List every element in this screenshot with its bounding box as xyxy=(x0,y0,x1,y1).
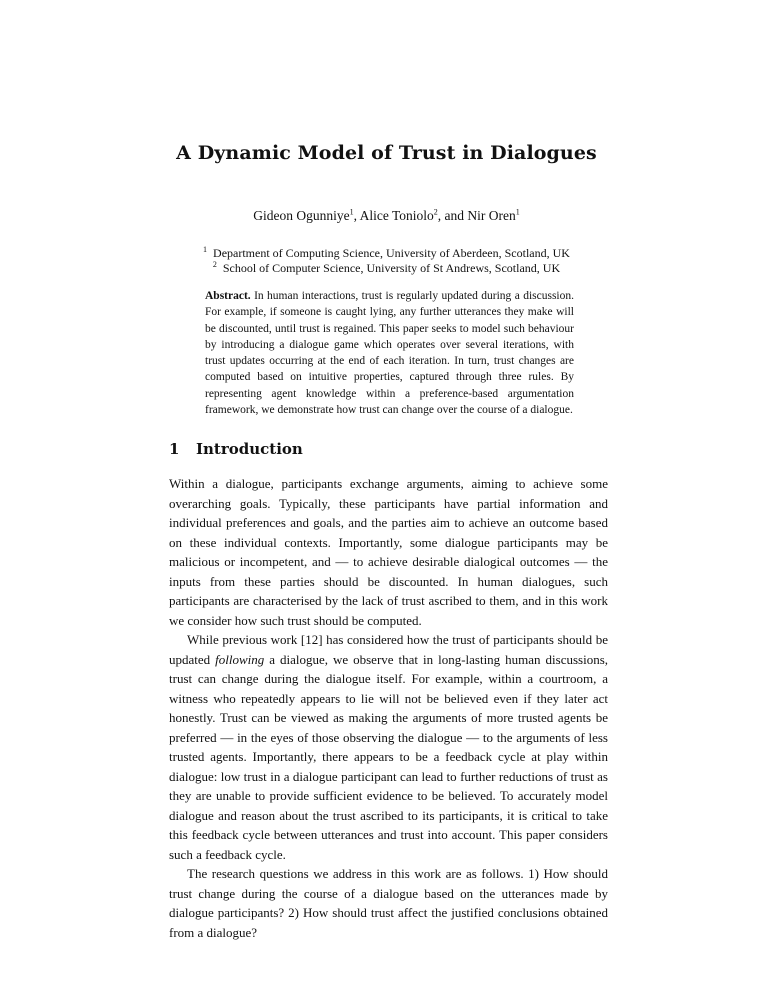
emphasis-text: following xyxy=(215,651,265,667)
section-title: Introduction xyxy=(196,440,303,458)
section-body xyxy=(169,474,608,942)
paragraph-text: While previous work [12] has considered how the trust of participants should be updated xyxy=(169,632,608,667)
author-name: Gideon Ogunniye xyxy=(253,208,350,223)
author-name: Alice Toniolo xyxy=(359,208,434,223)
author-separator: , xyxy=(353,208,360,223)
author-name: Nir Oren xyxy=(467,208,516,223)
paper-title: A Dynamic Model of Trust in Dialogues xyxy=(176,142,597,164)
paragraph: Within a dialogue, participants exchange arguments, aiming to achieve some overarching goals. Typically, these participants have partial information and individual preferences and goals, and the parties aim to achieve an outcome based on these individual contexts. Importantly, some dialogue participants may be malicious or incompetent, and — to achieve desirable dialogical outcomes — the inputs from these parties should be discounted. In human dialogues, such participants are characterised by the lack of trust ascribed to them, and in this work we consider how such trust should be computed. xyxy=(169,476,608,628)
author-separator: , and xyxy=(437,208,468,223)
affiliation-text: School of Computer Science, University of St Andrews, Scotland, UK xyxy=(222,261,561,275)
author-affiliation-mark: 1 xyxy=(515,207,520,217)
affiliation-mark: 2 xyxy=(212,260,217,269)
paragraph xyxy=(169,630,608,864)
paragraph-text: a dialogue, we observe that in long-lasting human discussions, trust can change during the dialogue itself. For example, within a courtroom, a witness who repeatedly appears to lie will not be believed even if they later act honestly. Trust can be viewed as making the arguments of more trusted agents be preferred — in the eyes of those observing the dialogue — to the arguments of less trusted agents. Importantly, there appears to be a feedback cycle at play within dialogue: low trust in a dialogue participant can lead to further reductions of trust as they are unable to provide sufficient evidence to be believed. To accurately model dialogue and reason about the trust ascribed to its participants, it is critical to take this feedback cycle between utterances and trust into account. This paper considers such a feedback cycle. xyxy=(169,651,608,862)
paragraph: The research questions we address in this work are as follows. 1) How should trust change during the course of a dialogue based on the utterances made by dialogue participants? 2) How should trust affect the justified conclusions obtained from a dialogue? xyxy=(169,866,608,940)
abstract-text: In human interactions, trust is regularly updated during a discussion. For example, if someone is caught lying, any further utterances they make will be discounted, until trust is regained. This paper seeks to model such behaviour by introducing a dialogue game which operates over several iterations, with trust updates occurring at the end of each iteration. In turn, trust changes are computed based on intuitive properties, captured through three rules. By representing agent knowledge within a preference-based argumentation framework, we demonstrate how trust can change over the course of a dialogue. xyxy=(205,290,575,417)
affiliation-text: Department of Computing Science, University of Aberdeen, Scotland, UK xyxy=(213,246,570,260)
abstract-label: Abstract. xyxy=(205,290,251,302)
affiliation xyxy=(0,246,773,261)
author-list xyxy=(0,208,773,224)
author-affiliation-mark: 1 xyxy=(349,207,354,217)
author-affiliation-mark: 2 xyxy=(433,207,438,217)
section-heading xyxy=(169,440,303,458)
section-number: 1 xyxy=(169,440,180,458)
affiliation xyxy=(0,261,773,276)
abstract xyxy=(205,288,574,418)
affiliation-mark: 1 xyxy=(203,245,208,254)
